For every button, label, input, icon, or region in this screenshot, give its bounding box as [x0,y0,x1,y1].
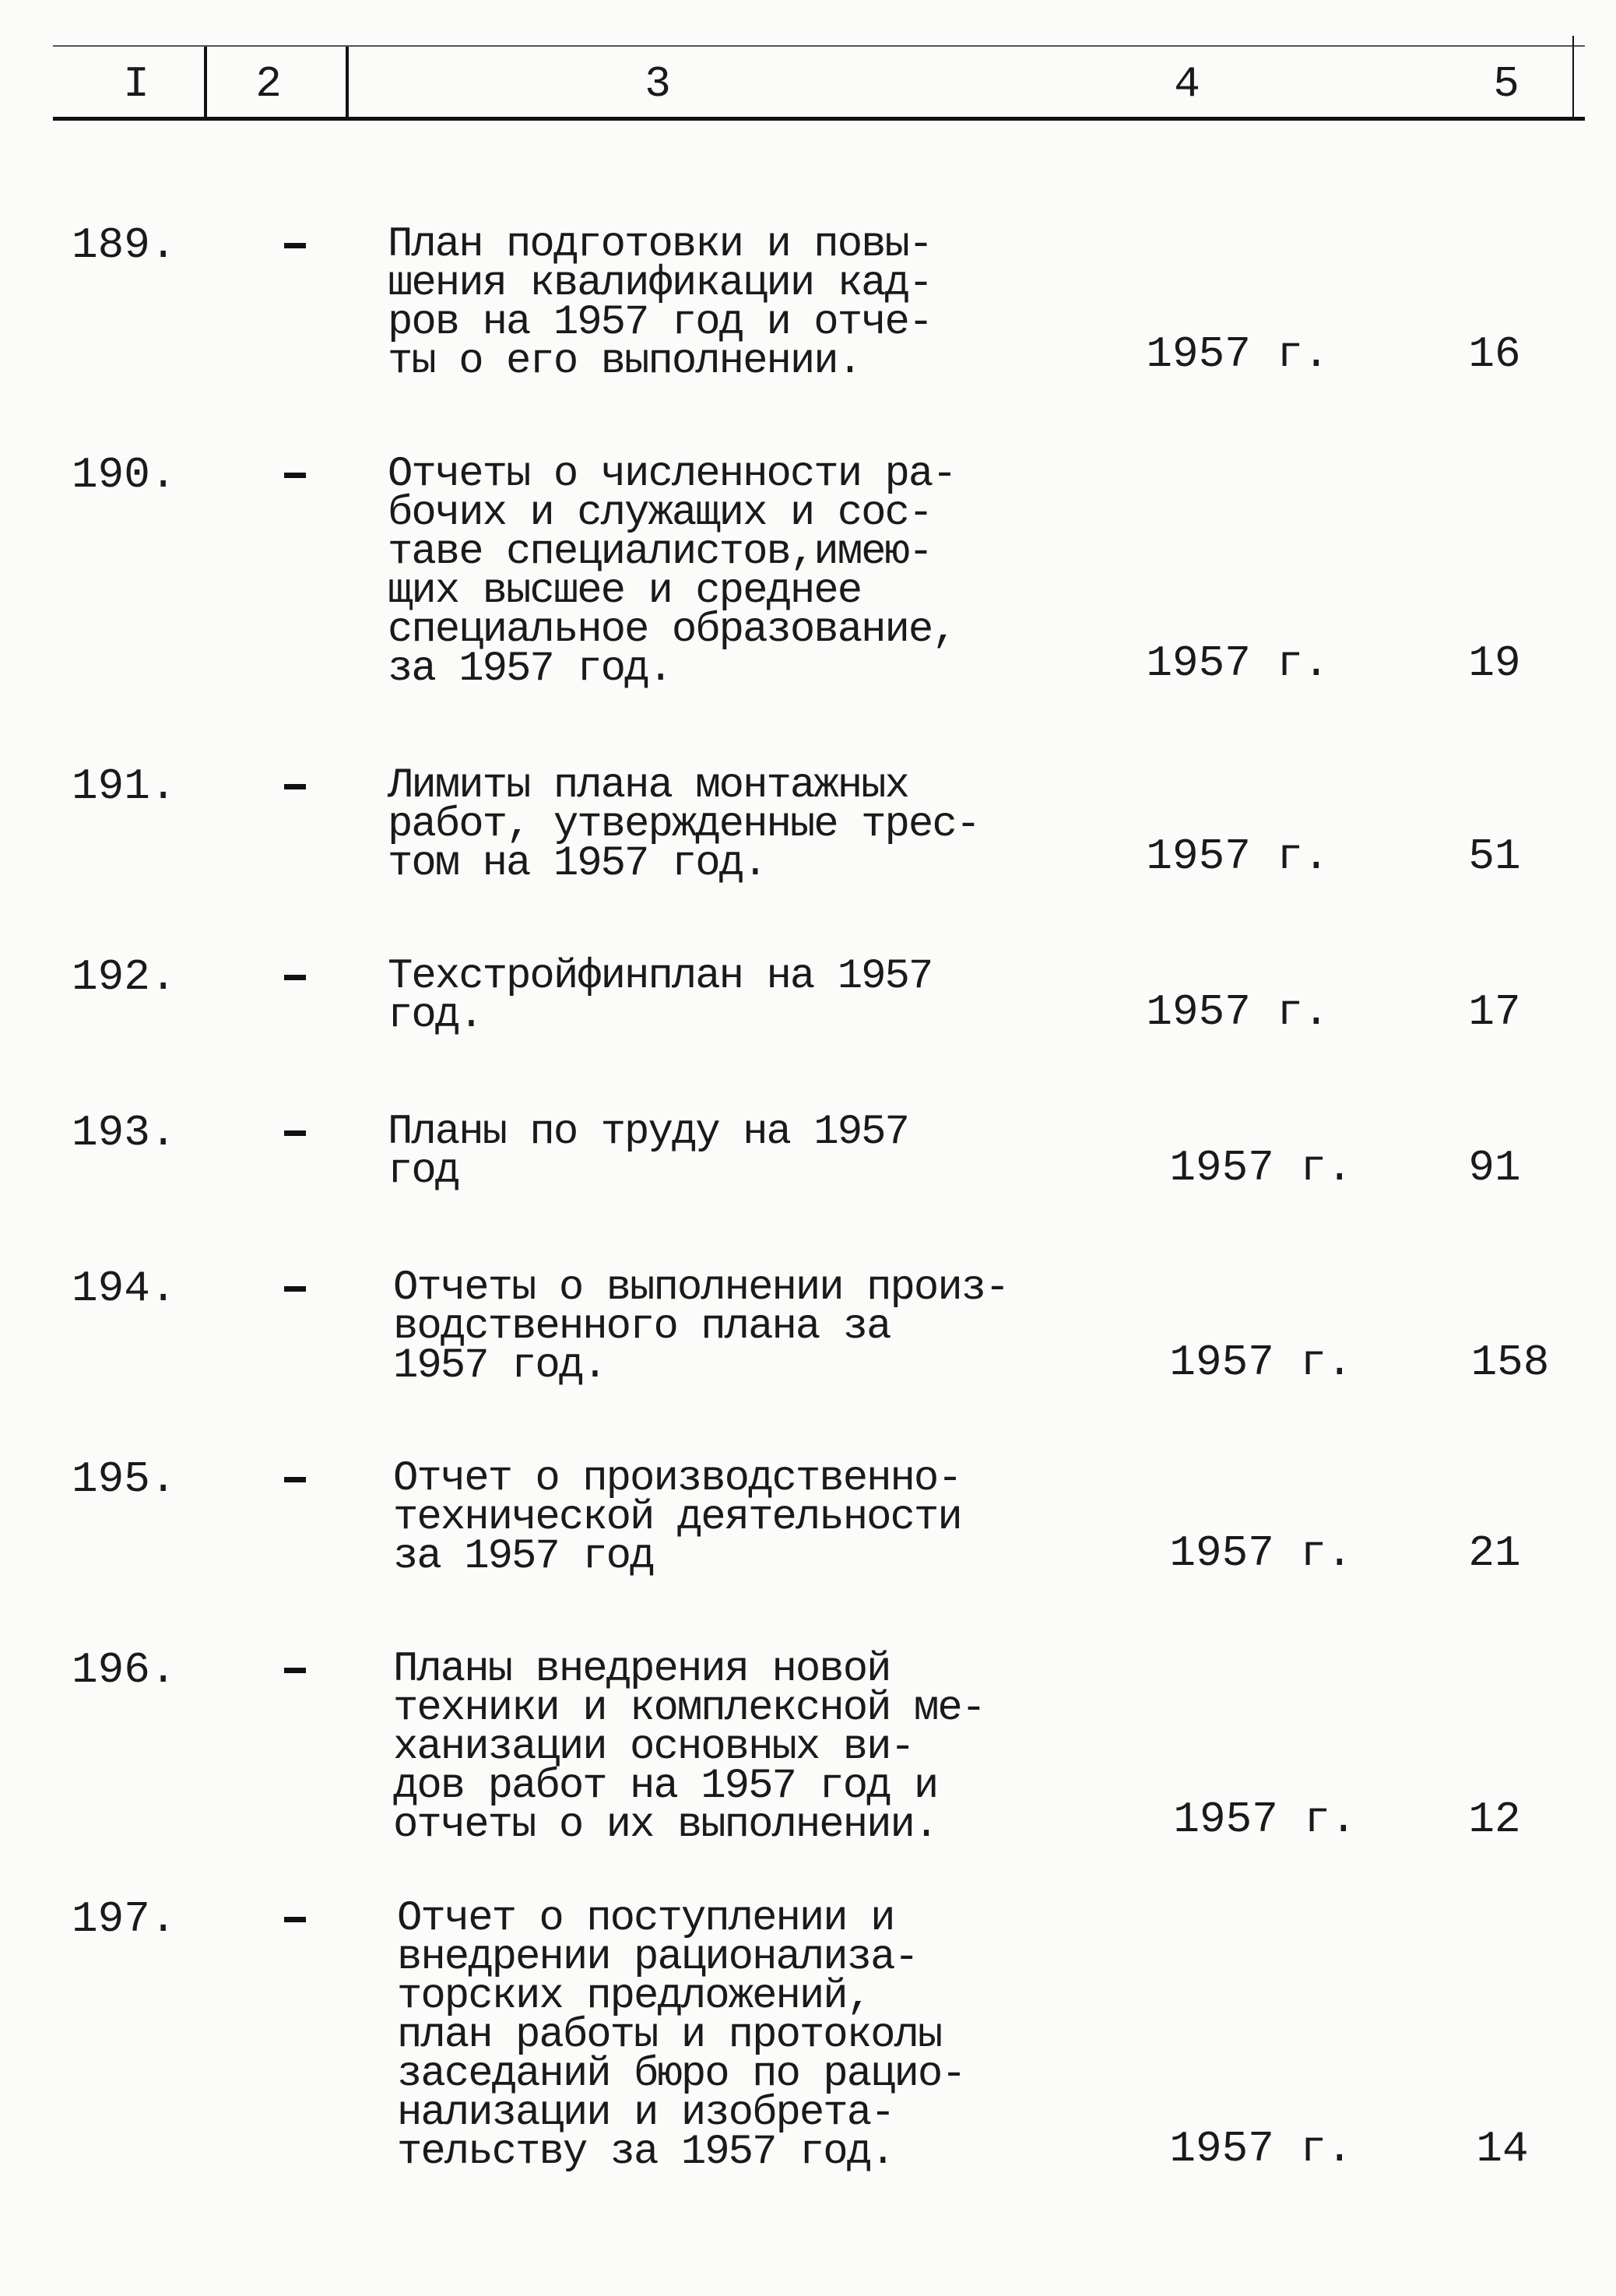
item-description: План подготовки и повы- шения квалификации кад- ров на 1957 год и отче- ты о его выполнении. [388,221,933,385]
item-pages: 16 [1468,329,1521,379]
item-number: 197. [72,1894,177,1944]
item-dash [284,1668,306,1673]
item-dash [284,1917,306,1922]
item-number: 191. [72,761,177,811]
item-dash [284,975,306,980]
item-dash [284,473,306,478]
item-year: 1957 г. [1146,638,1330,688]
item-description: Отчет о поступлении и внедрении рационализа- торских предложений, план работы и протоколы заседаний бюро по рацио- нализации и изобрета- тельству за 1957 год. [397,1895,965,2176]
item-year: 1957 г. [1146,832,1330,881]
item-number: 194. [72,1264,177,1313]
item-dash [284,1477,306,1482]
item-description: Планы по труду на 1957 год [388,1109,908,1195]
header-col-5: 5 [1493,59,1519,109]
item-year: 1957 г. [1173,1795,1357,1844]
column-separator-2-3 [346,47,349,117]
item-year: 1957 г. [1146,329,1330,379]
item-pages: 17 [1468,987,1521,1037]
item-number: 196. [72,1645,177,1695]
item-pages: 91 [1468,1143,1521,1193]
item-number: 195. [72,1454,177,1504]
item-pages: 158 [1470,1338,1550,1387]
item-description: Отчет о производственно- технической деятельности за 1957 год [393,1455,961,1580]
header-col-3: 3 [645,59,671,109]
column-separator-right [1572,36,1574,117]
header-bottom-rule [53,117,1585,121]
item-dash [284,1286,306,1292]
item-year: 1957 г. [1169,2124,1353,2174]
item-year: 1957 г. [1169,1528,1353,1578]
header-col-1: I [123,59,149,109]
item-year: 1957 г. [1146,987,1330,1037]
item-pages: 14 [1476,2124,1529,2174]
header-col-2: 2 [255,59,282,109]
item-number: 190. [72,450,177,500]
item-pages: 21 [1468,1528,1521,1578]
column-separator-1-2 [204,47,207,117]
item-number: 189. [72,220,177,270]
item-description: Техстройфинплан на 1957 год. [388,953,933,1039]
item-number: 193. [72,1108,177,1158]
item-description: Планы внедрения новой техники и комплексной ме- ханизации основных ви- дов работ на 1957 год и отчеты о их выполнении. [393,1646,985,1849]
item-pages: 12 [1468,1795,1521,1844]
item-dash [284,1130,306,1136]
item-description: Отчеты о выполнении произ- водственного плана за 1957 год. [393,1264,1009,1390]
item-pages: 19 [1468,638,1521,688]
header-top-rule [53,45,1585,47]
item-dash [284,243,306,248]
item-description: Лимиты плана монтажных работ, утвержденные трес- том на 1957 год. [388,762,980,888]
item-pages: 51 [1468,832,1521,881]
item-year: 1957 г. [1169,1143,1353,1193]
item-description: Отчеты о численности ра- бочих и служащих и сос- таве специалистов,имею- щих высшее и среднее специальное образование, за 1957 год. [388,451,956,693]
item-year: 1957 г. [1169,1338,1353,1387]
header-col-4: 4 [1174,59,1200,109]
item-number: 192. [72,952,177,1002]
item-dash [284,784,306,789]
